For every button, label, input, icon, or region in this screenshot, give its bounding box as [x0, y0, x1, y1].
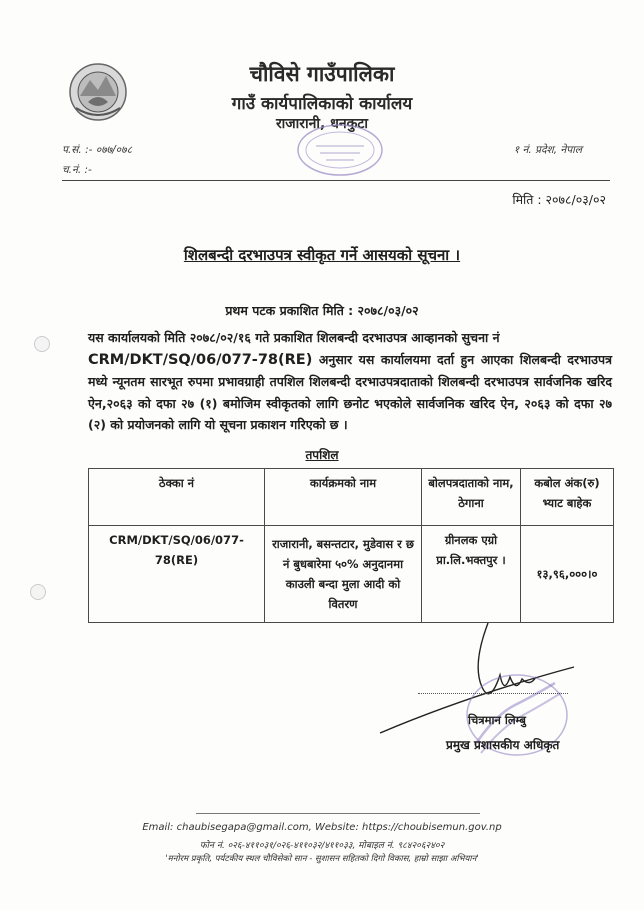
- details-table: [88, 468, 614, 623]
- org-name: चौविसे गाउँपालिका: [249, 62, 395, 86]
- footer-slogan: 'मनोरम प्रकृति, पर्यटकीय स्थल चौविसेको सान - सुशासन सहितको दिगो विकास, हाम्रो साझा अभियान': [165, 854, 479, 864]
- signatory-name: चित्रमान लिम्बु: [468, 713, 526, 727]
- notice-body-part2: अनुसार यस कार्यालयमा दर्ता हुन आएका शिलबन्दी दरभाउपत्र मध्ये न्यूनतम सारभूत रुपमा प्रभावग्राही तपशिल शिलबन्दी दरभाउपत्रदाताको शिलबन्दी दरभाउपत्र सार्वजनिक खरिद ऐन,२०६३ को दफा २७ (१) बमोजिम स्वीकृतको लागि छनोट भएकोले सार्वजनिक खरिद ऐन, २०६३ को दफा २७ (२) को प्रयोजनको लागि यो सूचना प्रकाशन गरिएको छ ।: [88, 351, 612, 433]
- header-amount: कबोल अंक(रु) भ्याट बाहेक: [521, 469, 614, 526]
- footer-divider: [196, 813, 480, 814]
- punch-hole-icon: [34, 336, 50, 352]
- office-seal-stamp-icon: [294, 122, 386, 178]
- published-date: प्रथम पटक प्रकाशित मिति : २०७८/०३/०२: [225, 303, 419, 318]
- header-contract-no: ठेक्का नं: [89, 469, 265, 526]
- punch-hole-icon: [30, 584, 46, 600]
- notice-body: [88, 327, 612, 436]
- notice-title: [0, 245, 644, 265]
- province-label: १ नं. प्रदेश, नेपाल: [513, 144, 582, 156]
- table-row: [89, 526, 614, 623]
- signature-line: [418, 693, 568, 694]
- office-name: गाउँ कार्यपालिकाको कार्यालय: [231, 94, 413, 114]
- notice-reference-number: CRM/DKT/SQ/06/077-78(RE): [88, 351, 313, 368]
- office-location: राजारानी, धनकुटा: [275, 116, 369, 132]
- footer-phone: फोन नं. ०२६-४११०३१/०२६-४११०३२/४११०३३, मोबाइल नं. ९८४२०६२४०२: [199, 841, 445, 851]
- table-title: [0, 446, 644, 463]
- footer-email-website: Email: chaubisegapa@gmail.com, Website: https://choubisemun.gov.np: [142, 822, 502, 833]
- notice-title-text: शिलबन्दी दरभाउपत्र स्वीकृत गर्ने आसयको सूचना ।: [183, 246, 461, 264]
- letter-reference-no: प.सं. :- ०७७/०७८: [62, 144, 133, 156]
- letter-date: मिति : २०७८/०३/०२: [512, 192, 606, 207]
- cell-program-name: राजारानी, बसन्तटार, मुडेवास र छ नं बुधबारेमा ५०% अनुदानमा काउली बन्दा मुला आदी को वितरण: [265, 526, 422, 623]
- signatory-designation: प्रमुख प्रशासकीय अधिकृत: [446, 738, 560, 752]
- header-bidder: बोलपत्रदाताको नाम, ठेगाना: [422, 469, 521, 526]
- header-divider: [62, 180, 610, 181]
- cell-contract-no: CRM/DKT/SQ/06/077-78(RE): [89, 526, 265, 623]
- cell-bidder: ग्रीनलक एग्रो प्रा.लि.भक्तपुर ।: [422, 526, 521, 623]
- table-title-text: तपशिल: [305, 448, 339, 462]
- header-program-name: कार्यक्रमको नाम: [265, 469, 422, 526]
- cell-amount: १३,९६,०००।०: [521, 526, 614, 623]
- table-header-row: [89, 469, 614, 526]
- notice-body-part1: यस कार्यालयको मिति २०७८/०२/१६ गते प्रकाशित शिलबन्दी दरभाउपत्र आव्हानको सुचना नं: [88, 330, 500, 345]
- dispatch-no: च.नं. :-: [62, 164, 92, 176]
